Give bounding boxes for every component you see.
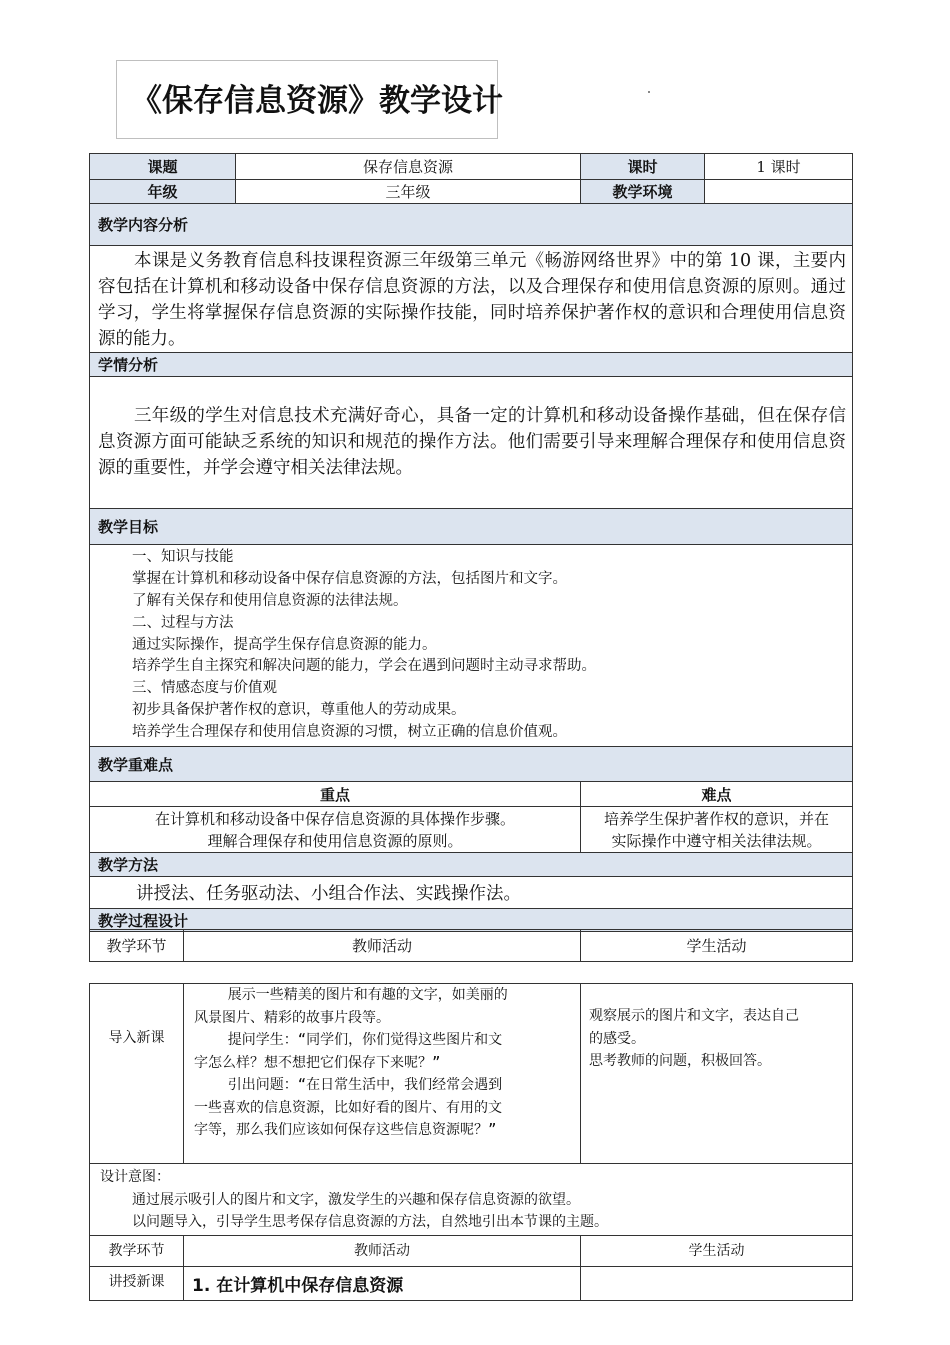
- intro-teacher-line: 字等，那么我们应该如何保存这些信息资源呢？”: [194, 1122, 497, 1138]
- hours-value: 1 课时: [705, 154, 853, 180]
- difficulty-line: 实际操作中遵守相关法律法规。: [611, 831, 822, 850]
- document-title: 《保存信息资源》教学设计: [131, 83, 503, 119]
- difficulty-line: 培养学生保护著作权的意识，并在: [603, 809, 829, 828]
- key-points-heading: 教学重难点: [90, 747, 853, 782]
- difficulty-text: [581, 807, 853, 853]
- intro-teacher: [184, 984, 581, 1164]
- env-value: [705, 180, 853, 204]
- topic-label: 课题: [90, 154, 236, 180]
- objective-line: 三、情感态度与价值观: [132, 680, 277, 697]
- objective-line: 培养学生合理保存和使用信息资源的习惯，树立正确的信息价值观。: [132, 723, 567, 740]
- design-intent: [90, 1164, 853, 1236]
- objective-line: 一、知识与技能: [132, 549, 234, 566]
- intro-student-line: 的感受。: [589, 1030, 645, 1047]
- col-stage: 教学环节: [90, 930, 184, 962]
- focus-line: 理解合理保存和使用信息资源的原则。: [207, 831, 463, 850]
- intro-student-line: 观察展示的图片和文字，表达自己: [589, 1008, 799, 1024]
- new-lesson-student: [581, 1267, 853, 1301]
- col-stage-2: 教学环节: [90, 1236, 184, 1267]
- intro-teacher-line: 引出问题：“在日常生活中，我们经常会遇到: [194, 1077, 503, 1093]
- grade-label: 年级: [90, 180, 236, 204]
- intro-teacher-line: 展示一些精美的图片和有趣的文字，如美丽的: [194, 987, 508, 1003]
- content-analysis-heading: 教学内容分析: [90, 204, 853, 246]
- difficulty-label: 难点: [581, 782, 853, 807]
- design-intent-line: 通过展示吸引人的图片和文字，激发学生的兴趣和保存信息资源的欲望。: [132, 1191, 580, 1208]
- process-header-table: [89, 929, 853, 962]
- design-intent-label: 设计意图：: [100, 1169, 170, 1185]
- env-label: 教学环境: [581, 180, 705, 204]
- hours-label: 课时: [581, 154, 705, 180]
- objective-line: 通过实际操作，提高学生保存信息资源的能力。: [132, 636, 437, 653]
- intro-student-line: 思考教师的问题，积极回答。: [589, 1053, 771, 1069]
- col-teacher-2: 教师活动: [184, 1236, 581, 1267]
- topic-value: 保存信息资源: [236, 154, 581, 180]
- objective-line: 掌握在计算机和移动设备中保存信息资源的方法，包括图片和文字。: [132, 571, 567, 588]
- grade-value: 三年级: [236, 180, 581, 204]
- objectives-list: [90, 545, 853, 747]
- intro-teacher-line: 提问学生：“同学们，你们觉得这些图片和文: [194, 1032, 503, 1048]
- process-table: [89, 983, 853, 1301]
- methods-heading: 教学方法: [90, 853, 853, 877]
- intro-teacher-line: 一些喜欢的信息资源，比如好看的图片、有用的文: [194, 1099, 502, 1116]
- focus-label: 重点: [90, 782, 581, 807]
- objective-line: 初步具备保护著作权的意识，尊重他人的劳动成果。: [132, 701, 466, 718]
- process-heading: 教学过程设计: [90, 909, 853, 932]
- design-intent-line: 以问题导入，引导学生思考保存信息资源的方法，自然地引出本节课的主题。: [132, 1214, 608, 1230]
- intro-stage: 导入新课: [90, 984, 184, 1164]
- focus-line: 在计算机和移动设备中保存信息资源的具体操作步骤。: [154, 809, 515, 828]
- intro-teacher-line: 风景图片、精彩的故事片段等。: [194, 1009, 390, 1026]
- new-lesson-stage: 讲授新课: [90, 1267, 184, 1301]
- learner-analysis-heading: 学情分析: [90, 353, 853, 377]
- objectives-heading: 教学目标: [90, 509, 853, 545]
- intro-student: [581, 984, 853, 1164]
- objective-line: 了解有关保存和使用信息资源的法律法规。: [132, 593, 408, 609]
- col-student-2: 学生活动: [581, 1236, 853, 1267]
- decorative-dot: [648, 91, 650, 93]
- col-teacher: 教师活动: [184, 930, 581, 962]
- objective-line: 二、过程与方法: [132, 614, 234, 631]
- new-lesson-teacher-heading: 1. 在计算机中保存信息资源: [184, 1267, 581, 1301]
- intro-teacher-line: 字怎么样？想不想把它们保存下来呢？”: [194, 1054, 441, 1071]
- learner-analysis-text: 三年级的学生对信息技术充满好奇心，具备一定的计算机和移动设备操作基础，但在保存信息资源方面可能缺乏系统的知识和规范的操作方法。他们需要引导来理解合理保存和使用信息资源的重要性，并学会遵守相关法律法规。: [90, 377, 853, 509]
- methods-text: 讲授法、任务驱动法、小组合作法、实践操作法。: [90, 877, 853, 909]
- lesson-plan-table: [89, 153, 853, 932]
- title-box: [116, 60, 503, 139]
- focus-text: [90, 807, 581, 853]
- objective-line: 培养学生自主探究和解决问题的能力，学会在遇到问题时主动寻求帮助。: [132, 658, 596, 675]
- col-student: 学生活动: [581, 930, 853, 962]
- content-analysis-text: 本课是义务教育信息科技课程资源三年级第三单元《畅游网络世界》中的第 10 课，主要内容包括在计算机和移动设备中保存信息资源的方法，以及合理保存和使用信息资源的原则。通过学习，学生将掌握保存信息资源的实际操作技能，同时培养保护著作权的意识和合理使用信息资源的能力。: [90, 246, 853, 353]
